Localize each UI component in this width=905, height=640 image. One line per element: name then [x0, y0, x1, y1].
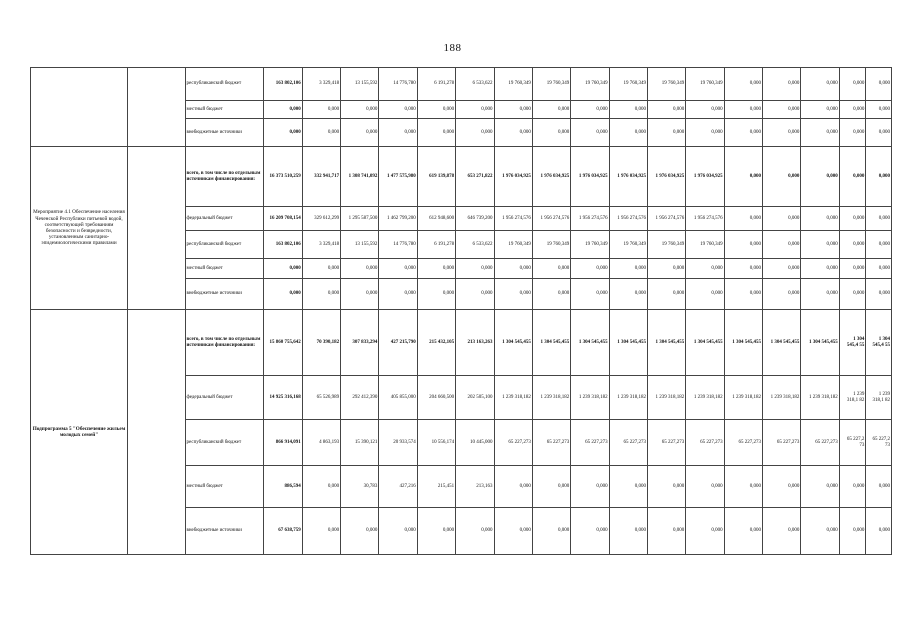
year-value: 0,000: [417, 259, 455, 279]
year-value: 0,000: [724, 68, 762, 101]
section-label-cell: [31, 147, 128, 310]
funding-source: внебюджетные источники: [185, 508, 264, 555]
year-value: 1 304 545,455: [686, 310, 724, 376]
funding-source: республиканский бюджет: [185, 420, 264, 466]
year-value: 1 304 545,455: [763, 310, 801, 376]
year-value: 1 239 318,182: [763, 376, 801, 420]
year-value: 1 304 545,455: [494, 310, 532, 376]
funding-source: республиканский бюджет: [185, 68, 264, 101]
year-value: 0,000: [341, 119, 379, 147]
year-value: 0,000: [647, 101, 685, 119]
year-value: 653 271,822: [456, 147, 494, 207]
year-value: 646 739,200: [456, 207, 494, 231]
year-value: 65 526,989: [302, 376, 340, 420]
year-value: 0,000: [379, 508, 417, 555]
budget-table: [30, 67, 892, 555]
year-value: 0,000: [609, 259, 647, 279]
funding-source: федеральный бюджет: [185, 207, 264, 231]
year-value: 0,000: [866, 279, 892, 310]
year-value: 0,000: [839, 231, 866, 259]
year-value: 0,000: [686, 119, 724, 147]
year-value: 1 304 545,455: [571, 310, 609, 376]
year-value: 1 304 545,455: [724, 310, 762, 376]
year-value: 0,000: [379, 101, 417, 119]
year-value: 0,000: [763, 279, 801, 310]
funding-source: местный бюджет: [185, 466, 264, 508]
year-value: 65 227,273: [724, 420, 762, 466]
year-value: 0,000: [686, 279, 724, 310]
year-value: 0,000: [724, 231, 762, 259]
year-value: 0,000: [532, 466, 570, 508]
year-value: 4 863,193: [302, 420, 340, 466]
year-value: 0,000: [647, 466, 685, 508]
year-value: 3 329,418: [302, 68, 340, 101]
year-value: 0,000: [302, 101, 340, 119]
year-value: 1 477 575,980: [379, 147, 417, 207]
year-value: 10 556,174: [417, 420, 455, 466]
total-value: 866 914,091: [264, 420, 302, 466]
year-value: 0,000: [571, 259, 609, 279]
year-value: 0,000: [609, 466, 647, 508]
funding-source: республиканский бюджет: [185, 231, 264, 259]
year-value: 0,000: [866, 231, 892, 259]
year-value: 0,000: [532, 508, 570, 555]
year-value: 0,000: [571, 279, 609, 310]
year-value: 1 956 274,576: [532, 207, 570, 231]
year-value: 0,000: [456, 119, 494, 147]
year-value: 0,000: [839, 207, 866, 231]
year-value: 1 976 034,925: [571, 147, 609, 207]
year-value: 19 760,349: [609, 231, 647, 259]
year-value: 1 239 318,182: [494, 376, 532, 420]
year-value: 0,000: [839, 279, 866, 310]
year-value: 0,000: [456, 508, 494, 555]
year-value: 65 227,2 73: [839, 420, 866, 466]
year-value: 0,000: [866, 68, 892, 101]
funding-source: всего, в том числе по отдельным источникам финансирования:: [185, 147, 264, 207]
total-value: 67 638,759: [264, 508, 302, 555]
year-value: 0,000: [839, 466, 866, 508]
funding-source: местный бюджет: [185, 259, 264, 279]
section-label: Подпрограмма 5 "Обеспечение жильем молодых семей": [32, 425, 126, 438]
year-value: 1 304 545,455: [532, 310, 570, 376]
year-value: 292 412,390: [341, 376, 379, 420]
year-value: 0,000: [866, 259, 892, 279]
table-row: [31, 310, 892, 376]
year-value: 0,000: [724, 508, 762, 555]
year-value: 14 776,780: [379, 231, 417, 259]
year-value: 0,000: [866, 466, 892, 508]
year-value: 0,000: [417, 119, 455, 147]
year-value: 0,000: [839, 119, 866, 147]
year-value: 19 760,349: [532, 231, 570, 259]
year-value: 427,216: [379, 466, 417, 508]
year-value: 612 948,600: [417, 207, 455, 231]
year-value: 0,000: [302, 279, 340, 310]
year-value: 13 155,592: [341, 68, 379, 101]
year-value: 6 533,622: [456, 231, 494, 259]
year-value: 0,000: [647, 119, 685, 147]
year-value: 332 941,717: [302, 147, 340, 207]
year-value: 0,000: [763, 101, 801, 119]
year-value: 1 304 545,455: [647, 310, 685, 376]
year-value: 13 155,592: [341, 231, 379, 259]
total-value: 163 802,106: [264, 68, 302, 101]
year-value: 0,000: [341, 259, 379, 279]
year-value: 0,000: [866, 207, 892, 231]
year-value: 0,000: [571, 466, 609, 508]
year-value: 0,000: [686, 259, 724, 279]
year-value: 0,000: [571, 508, 609, 555]
year-value: 3 329,418: [302, 231, 340, 259]
year-value: 215 432,105: [417, 310, 455, 376]
year-value: 19 760,349: [494, 68, 532, 101]
year-value: 65 227,273: [571, 420, 609, 466]
year-value: 213 163,263: [456, 310, 494, 376]
year-value: 0,000: [724, 259, 762, 279]
year-value: 0,000: [302, 259, 340, 279]
year-value: 19 760,349: [532, 68, 570, 101]
year-value: 1 239 318,182: [686, 376, 724, 420]
year-value: 0,000: [724, 147, 762, 207]
year-value: 0,000: [379, 119, 417, 147]
year-value: 0,000: [571, 119, 609, 147]
year-value: 19 760,349: [609, 68, 647, 101]
year-value: 1 239 318,182: [532, 376, 570, 420]
year-value: 0,000: [609, 508, 647, 555]
year-value: 70 390,182: [302, 310, 340, 376]
year-value: 1 976 034,925: [686, 147, 724, 207]
year-value: 1 239 318,1 82: [839, 376, 866, 420]
year-value: 0,000: [763, 466, 801, 508]
year-value: 0,000: [763, 207, 801, 231]
year-value: 65 227,273: [532, 420, 570, 466]
total-value: 0,000: [264, 279, 302, 310]
empty-column-cell: [127, 310, 185, 555]
year-value: 0,000: [456, 279, 494, 310]
year-value: 329 612,299: [302, 207, 340, 231]
year-value: 0,000: [763, 119, 801, 147]
year-value: 0,000: [647, 259, 685, 279]
year-value: 0,000: [801, 147, 839, 207]
year-value: 15 390,121: [341, 420, 379, 466]
year-value: 0,000: [609, 119, 647, 147]
total-value: 16 373 510,259: [264, 147, 302, 207]
year-value: 0,000: [801, 68, 839, 101]
year-value: 1 304 545,455: [609, 310, 647, 376]
year-value: 213,163: [456, 466, 494, 508]
total-value: 14 925 316,168: [264, 376, 302, 420]
year-value: 1 976 034,925: [647, 147, 685, 207]
year-value: 19 760,349: [647, 231, 685, 259]
year-value: 1 239 318,182: [571, 376, 609, 420]
year-value: 0,000: [839, 68, 866, 101]
year-value: 0,000: [532, 101, 570, 119]
funding-source: всего, в том числе по отдельным источникам финансирования:: [185, 310, 264, 376]
year-value: 427 215,790: [379, 310, 417, 376]
year-value: 0,000: [801, 279, 839, 310]
year-value: 0,000: [417, 508, 455, 555]
year-value: 1 239 318,1 82: [866, 376, 892, 420]
total-value: 0,000: [264, 119, 302, 147]
funding-source: внебюджетные источники: [185, 279, 264, 310]
page-number: 188: [443, 42, 462, 54]
year-value: 1 239 318,182: [801, 376, 839, 420]
year-value: 1 976 034,925: [532, 147, 570, 207]
year-value: 19 760,349: [571, 231, 609, 259]
year-value: 0,000: [763, 508, 801, 555]
year-value: 0,000: [686, 508, 724, 555]
year-value: 65 227,273: [801, 420, 839, 466]
year-value: 0,000: [839, 508, 866, 555]
year-value: 0,000: [724, 207, 762, 231]
year-value: 0,000: [839, 259, 866, 279]
year-value: 0,000: [763, 231, 801, 259]
year-value: 6 191,278: [417, 231, 455, 259]
year-value: 0,000: [302, 466, 340, 508]
year-value: 0,000: [686, 466, 724, 508]
year-value: 0,000: [801, 119, 839, 147]
year-value: 0,000: [801, 259, 839, 279]
year-value: 1 956 274,576: [494, 207, 532, 231]
year-value: 0,000: [801, 508, 839, 555]
year-value: 0,000: [763, 259, 801, 279]
year-value: 65 227,273: [763, 420, 801, 466]
year-value: 204 660,500: [417, 376, 455, 420]
year-value: 0,000: [379, 279, 417, 310]
year-value: 1 308 741,092: [341, 147, 379, 207]
year-value: 0,000: [532, 119, 570, 147]
year-value: 0,000: [302, 119, 340, 147]
year-value: 1 976 034,925: [609, 147, 647, 207]
year-value: 65 227,2 73: [866, 420, 892, 466]
year-value: 0,000: [839, 101, 866, 119]
section-label-cell: [31, 310, 128, 555]
year-value: 30,783: [341, 466, 379, 508]
year-value: 0,000: [456, 101, 494, 119]
year-value: 619 139,878: [417, 147, 455, 207]
year-value: 1 956 274,576: [647, 207, 685, 231]
year-value: 215,451: [417, 466, 455, 508]
year-value: 0,000: [724, 466, 762, 508]
year-value: 1 304 545,4 55: [839, 310, 866, 376]
year-value: 20 933,574: [379, 420, 417, 466]
year-value: 0,000: [302, 508, 340, 555]
year-value: 0,000: [763, 147, 801, 207]
total-value: 15 860 755,642: [264, 310, 302, 376]
year-value: 0,000: [801, 207, 839, 231]
year-value: 0,000: [532, 279, 570, 310]
year-value: 1 956 274,576: [686, 207, 724, 231]
section-label-cell: [31, 68, 128, 147]
funding-source: местный бюджет: [185, 101, 264, 119]
table-row: [31, 147, 892, 207]
year-value: 19 760,349: [647, 68, 685, 101]
year-value: 0,000: [417, 101, 455, 119]
year-value: 19 760,349: [686, 231, 724, 259]
year-value: 1 239 318,182: [724, 376, 762, 420]
year-value: 0,000: [866, 508, 892, 555]
year-value: 0,000: [839, 147, 866, 207]
year-value: 19 760,349: [494, 231, 532, 259]
year-value: 0,000: [494, 259, 532, 279]
year-value: 0,000: [801, 101, 839, 119]
year-value: 0,000: [417, 279, 455, 310]
year-value: 6 533,622: [456, 68, 494, 101]
year-value: 0,000: [801, 231, 839, 259]
year-value: 0,000: [866, 147, 892, 207]
year-value: 0,000: [866, 101, 892, 119]
table-row: [31, 68, 892, 101]
year-value: 0,000: [571, 101, 609, 119]
year-value: 0,000: [379, 259, 417, 279]
year-value: 202 505,100: [456, 376, 494, 420]
empty-column-cell: [127, 68, 185, 147]
year-value: 0,000: [866, 119, 892, 147]
year-value: 1 304 545,455: [801, 310, 839, 376]
year-value: 65 227,273: [647, 420, 685, 466]
empty-column-cell: [127, 147, 185, 310]
year-value: 65 227,273: [686, 420, 724, 466]
total-value: 0,000: [264, 259, 302, 279]
year-value: 0,000: [494, 508, 532, 555]
year-value: 0,000: [494, 466, 532, 508]
year-value: 1 304 545,4 55: [866, 310, 892, 376]
year-value: 0,000: [494, 119, 532, 147]
year-value: 0,000: [801, 466, 839, 508]
year-value: 0,000: [686, 101, 724, 119]
year-value: 1 462 799,200: [379, 207, 417, 231]
total-value: 886,594: [264, 466, 302, 508]
year-value: 0,000: [456, 259, 494, 279]
year-value: 0,000: [609, 101, 647, 119]
funding-source: внебюджетные источники: [185, 119, 264, 147]
year-value: 6 191,278: [417, 68, 455, 101]
year-value: 0,000: [647, 508, 685, 555]
year-value: 0,000: [724, 101, 762, 119]
year-value: 0,000: [494, 101, 532, 119]
year-value: 0,000: [341, 508, 379, 555]
section-label: Мероприятие 4.1 Обеспечение населения Чеченской Республики питьевой водой, соответствующей требованиям безопасности и безвредности, установленным санитарно-эпидемиологическими правилами: [33, 209, 125, 247]
year-value: 14 776,780: [379, 68, 417, 101]
year-value: 65 227,273: [609, 420, 647, 466]
year-value: 1 295 587,500: [341, 207, 379, 231]
year-value: 65 227,273: [494, 420, 532, 466]
year-value: 0,000: [724, 119, 762, 147]
year-value: 0,000: [494, 279, 532, 310]
funding-source: федеральный бюджет: [185, 376, 264, 420]
year-value: 307 833,294: [341, 310, 379, 376]
year-value: 1 239 318,182: [647, 376, 685, 420]
year-value: 0,000: [609, 279, 647, 310]
year-value: 19 760,349: [686, 68, 724, 101]
year-value: 0,000: [647, 279, 685, 310]
year-value: 10 445,000: [456, 420, 494, 466]
year-value: 405 855,000: [379, 376, 417, 420]
year-value: 0,000: [724, 279, 762, 310]
year-value: 1 956 274,576: [609, 207, 647, 231]
year-value: 1 239 318,182: [609, 376, 647, 420]
year-value: 0,000: [763, 68, 801, 101]
year-value: 0,000: [341, 279, 379, 310]
year-value: 0,000: [532, 259, 570, 279]
year-value: 0,000: [341, 101, 379, 119]
total-value: 16 209 708,154: [264, 207, 302, 231]
total-value: 163 802,106: [264, 231, 302, 259]
year-value: 19 760,349: [571, 68, 609, 101]
total-value: 0,000: [264, 101, 302, 119]
year-value: 1 976 034,925: [494, 147, 532, 207]
year-value: 1 956 274,576: [571, 207, 609, 231]
